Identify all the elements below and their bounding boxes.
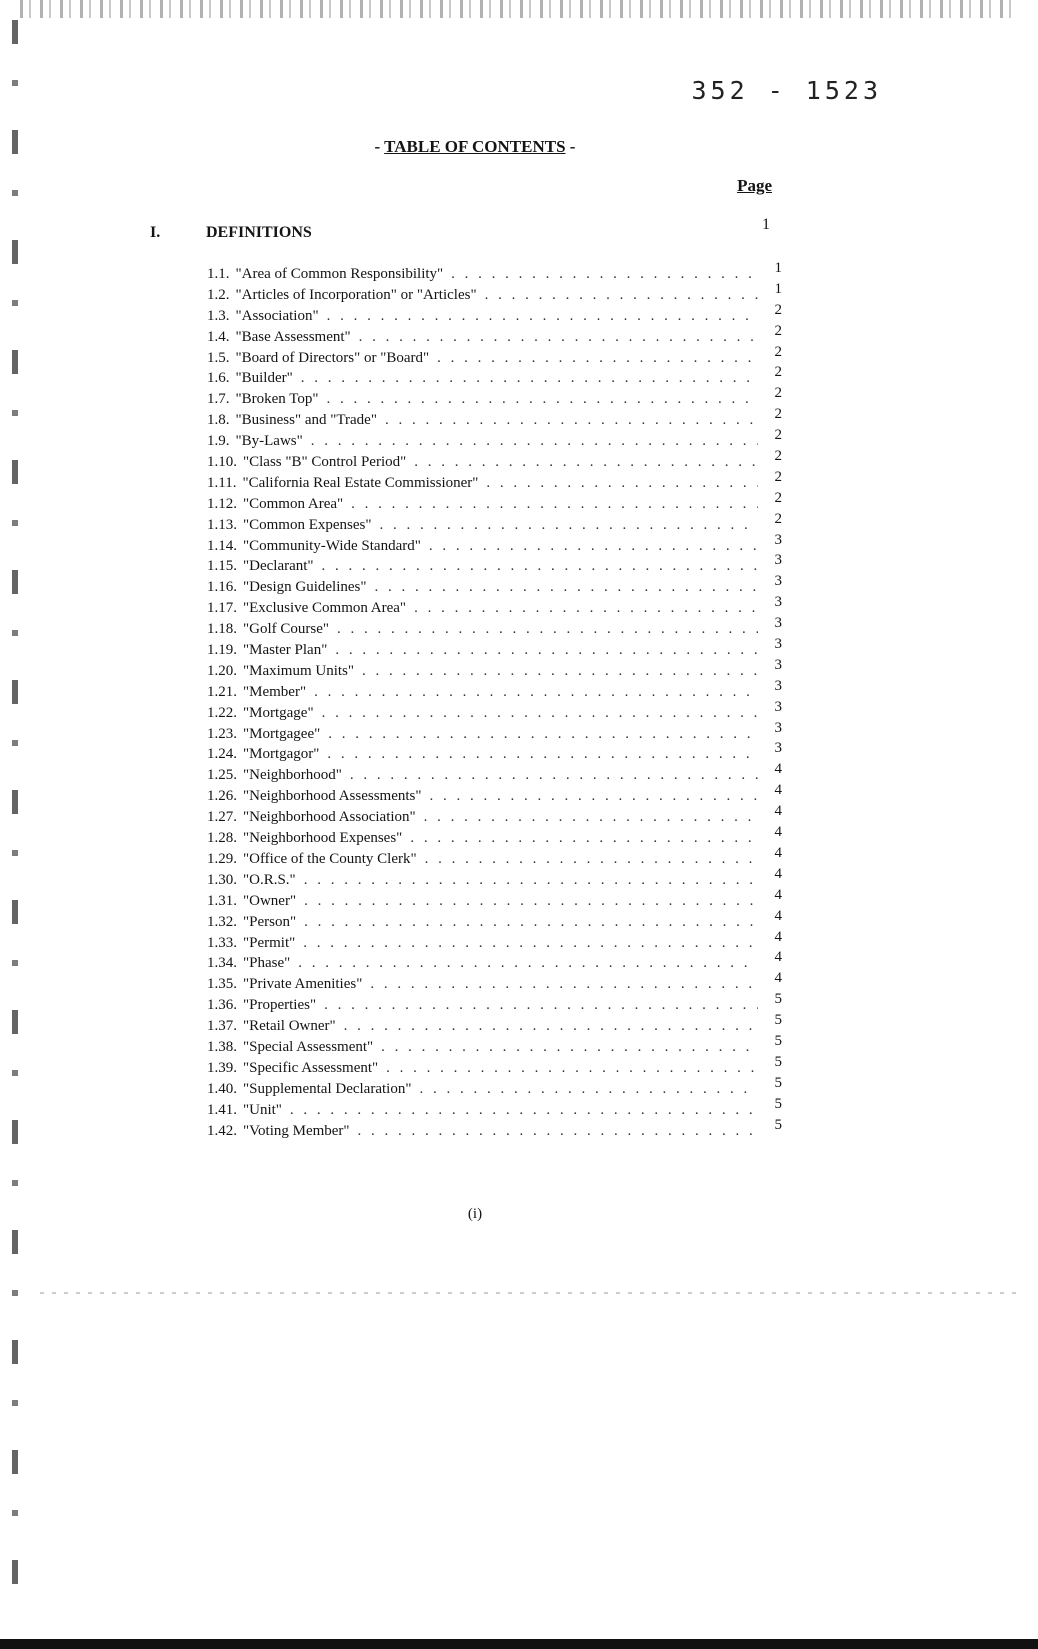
entry-label: "Association"	[235, 307, 319, 324]
entry-page-number: 2	[774, 364, 782, 381]
entry-label: "O.R.S."	[243, 871, 296, 888]
entry-number: 1.8.	[207, 412, 230, 429]
toc-entry	[207, 510, 782, 536]
entry-page-number: 3	[774, 698, 782, 715]
entry-number: 1.12.	[207, 495, 237, 512]
entry-page-number: 5	[774, 991, 782, 1008]
page-title	[0, 137, 950, 157]
entry-number: 1.21.	[207, 683, 237, 700]
toc-entry	[207, 260, 782, 285]
entry-page-number: 3	[774, 573, 782, 590]
entry-number: 1.18.	[207, 621, 237, 638]
toc-entry	[207, 489, 782, 515]
entry-label: "Mortgagee"	[243, 725, 321, 742]
entry-label: "Business" and "Trade"	[235, 412, 377, 429]
toc-entry	[207, 385, 782, 410]
entry-label: "Member"	[243, 683, 307, 700]
dot-leader	[351, 494, 758, 515]
entry-page-number: 4	[774, 844, 782, 861]
dot-leader	[311, 431, 758, 452]
entry-label: "Common Area"	[243, 495, 344, 512]
dot-leader	[350, 765, 758, 786]
entry-number: 1.33.	[207, 934, 237, 951]
entry-page-number: 4	[774, 928, 782, 945]
entry-page-number: 5	[774, 1095, 782, 1112]
dot-leader	[303, 933, 758, 954]
entry-page-number: 1	[774, 280, 782, 297]
entry-label: "Broken Top"	[235, 391, 319, 408]
toc-entry	[207, 991, 782, 1016]
toc-entry	[207, 698, 782, 724]
toc-entry	[207, 907, 782, 933]
toc-entry	[207, 531, 782, 557]
entry-label: "Maximum Units"	[243, 662, 354, 679]
entry-label: "Base Assessment"	[235, 328, 351, 345]
entry-label: "Neighborhood Assessments"	[243, 788, 422, 805]
entry-label: "Special Assessment"	[243, 1038, 374, 1055]
entry-page-number: 4	[774, 865, 782, 882]
entry-page-number: 3	[774, 552, 782, 569]
entry-number: 1.32.	[207, 913, 237, 930]
entry-label: "Design Guidelines"	[243, 579, 367, 596]
entry-number: 1.1.	[207, 266, 230, 282]
entry-number: 1.3.	[207, 307, 230, 324]
entry-label: "Common Expenses"	[243, 516, 372, 533]
entry-label: "Mortgagor"	[243, 746, 320, 763]
entry-number: 1.17.	[207, 600, 237, 617]
entry-number: 1.25.	[207, 767, 237, 784]
title-prefix: -	[374, 137, 385, 156]
entry-number: 1.20.	[207, 662, 237, 679]
scan-artifact-fold-line	[40, 1292, 1020, 1294]
dot-leader	[370, 974, 758, 995]
toc-entry	[207, 949, 782, 974]
entry-number: 1.15.	[207, 558, 237, 575]
section-page: 1	[762, 216, 770, 233]
dot-leader	[335, 640, 758, 661]
entry-number: 1.41.	[207, 1101, 237, 1118]
scan-artifact-top	[20, 0, 1020, 18]
entry-number: 1.22.	[207, 704, 237, 721]
toc-entry	[207, 865, 782, 891]
entry-number: 1.40.	[207, 1080, 237, 1097]
entry-page-number: 4	[774, 803, 782, 820]
entry-number: 1.7.	[207, 391, 230, 408]
entry-label: "By-Laws"	[235, 433, 303, 450]
entry-page-number: 3	[774, 636, 782, 653]
dot-leader	[328, 724, 758, 745]
entry-label: "Golf Course"	[243, 621, 329, 638]
toc-entry	[207, 782, 782, 807]
entry-label: "Private Amenities"	[243, 976, 363, 993]
toc-entry	[207, 427, 782, 452]
entry-label: "Class "B" Control Period"	[243, 454, 407, 471]
toc-entry	[207, 803, 782, 828]
entry-label: "Exclusive Common Area"	[243, 600, 407, 617]
entry-label: "Builder"	[235, 370, 293, 387]
toc-entry	[207, 1012, 782, 1037]
page-column-header: Page	[737, 176, 772, 195]
entry-number: 1.35.	[207, 976, 237, 993]
entry-page-number: 2	[774, 385, 782, 402]
entry-page-number: 5	[774, 1012, 782, 1029]
entry-label: "Neighborhood"	[243, 767, 342, 784]
dot-leader	[362, 661, 758, 682]
entry-label: "Area of Common Responsibility"	[235, 266, 444, 282]
entry-page-number: 2	[774, 427, 782, 444]
entry-number: 1.27.	[207, 809, 237, 826]
dot-leader	[301, 368, 758, 389]
entry-number: 1.34.	[207, 955, 237, 972]
entry-page-number: 5	[774, 1053, 782, 1070]
toc-entry	[207, 886, 782, 912]
dot-leader	[374, 577, 758, 598]
entry-label: "Articles of Incorporation" or "Articles"	[235, 286, 477, 303]
entry-number: 1.14.	[207, 537, 237, 554]
toc-entry	[207, 552, 782, 577]
entry-label: "Mortgage"	[243, 704, 314, 721]
dot-leader	[424, 807, 758, 828]
entry-page-number: 2	[774, 322, 782, 339]
dot-leader	[327, 744, 758, 765]
toc-entry	[207, 615, 782, 640]
entry-page-number: 4	[774, 970, 782, 987]
dot-leader	[410, 828, 758, 849]
entry-number: 1.2.	[207, 286, 230, 303]
dot-leader	[381, 1037, 758, 1058]
entry-number: 1.19.	[207, 642, 237, 659]
entry-number: 1.6.	[207, 370, 230, 387]
title-text: TABLE OF CONTENTS	[384, 137, 566, 156]
entry-page-number: 4	[774, 886, 782, 903]
entry-page-number: 4	[774, 824, 782, 841]
toc-entry	[207, 322, 782, 348]
entry-page-number: 5	[774, 1074, 782, 1091]
entry-page-number: 4	[774, 949, 782, 966]
entry-number: 1.24.	[207, 746, 237, 763]
dot-leader	[425, 849, 758, 870]
entry-label: "Master Plan"	[243, 642, 328, 659]
entry-label: "Board of Directors" or "Board"	[235, 349, 430, 366]
toc-entry	[207, 406, 782, 431]
toc-entry	[207, 928, 782, 954]
toc-entry	[207, 970, 782, 995]
entry-page-number: 2	[774, 468, 782, 485]
dot-leader	[385, 410, 758, 431]
entry-page-number: 3	[774, 656, 782, 673]
entry-label: "Specific Assessment"	[243, 1059, 379, 1076]
dot-leader	[324, 995, 758, 1016]
entry-label: "Community-Wide Standard"	[243, 537, 421, 554]
entry-number: 1.13.	[207, 516, 237, 533]
entry-page-number: 2	[774, 448, 782, 465]
toc-entry	[207, 761, 782, 786]
dot-leader	[298, 953, 758, 974]
entry-number: 1.37.	[207, 1018, 237, 1035]
entry-number: 1.9.	[207, 433, 230, 450]
toc-entry	[207, 636, 782, 661]
dot-leader	[414, 452, 758, 473]
entry-number: 1.31.	[207, 892, 237, 909]
scan-artifact-bottom	[0, 1633, 1038, 1649]
toc-entry	[207, 1116, 782, 1142]
toc-entry	[207, 844, 782, 870]
entry-number: 1.11.	[207, 474, 237, 491]
section-heading	[150, 216, 770, 248]
dot-leader	[322, 703, 758, 724]
dot-leader	[358, 1121, 758, 1142]
dot-leader	[304, 912, 758, 933]
entry-number: 1.23.	[207, 725, 237, 742]
toc-entry	[207, 719, 782, 745]
toc-entry	[207, 677, 782, 703]
toc-entry	[207, 573, 782, 598]
dot-leader	[344, 1016, 758, 1037]
entry-page-number: 3	[774, 677, 782, 694]
entry-page-number: 3	[774, 740, 782, 757]
entry-number: 1.4.	[207, 328, 230, 345]
entry-label: "Permit"	[243, 934, 296, 951]
entry-label: "California Real Estate Commissioner"	[242, 474, 479, 491]
entry-page-number: 2	[774, 406, 782, 423]
entry-number: 1.29.	[207, 850, 237, 867]
entry-label: "Declarant"	[243, 558, 314, 575]
entry-page-number: 2	[774, 343, 782, 360]
entry-label: "Office of the County Clerk"	[243, 850, 417, 867]
dot-leader	[322, 556, 758, 577]
toc-entry	[207, 468, 782, 494]
dot-leader	[451, 264, 758, 285]
entry-page-number: 4	[774, 782, 782, 799]
dot-leader	[327, 306, 758, 327]
entry-label: "Unit"	[243, 1101, 282, 1118]
section-number: I.	[150, 224, 161, 241]
toc-entry	[207, 1032, 782, 1058]
entry-page-number: 3	[774, 531, 782, 548]
toc-entry	[207, 656, 782, 682]
section-label: DEFINITIONS	[206, 224, 312, 241]
dot-leader	[486, 473, 758, 494]
entry-page-number: 4	[774, 761, 782, 778]
toc-entry	[207, 301, 782, 327]
entry-number: 1.36.	[207, 997, 237, 1014]
entry-number: 1.26.	[207, 788, 237, 805]
dot-leader	[414, 598, 758, 619]
entry-page-number: 1	[774, 260, 782, 276]
toc-entry	[207, 1053, 782, 1079]
entry-page-number: 2	[774, 489, 782, 506]
dot-leader	[380, 515, 759, 536]
dot-leader	[419, 1079, 758, 1100]
entry-page-number: 3	[774, 594, 782, 611]
dot-leader	[304, 891, 758, 912]
toc-entry	[207, 1095, 782, 1121]
dot-leader	[359, 327, 758, 348]
entry-page-number: 3	[774, 719, 782, 736]
entry-label: "Retail Owner"	[243, 1018, 336, 1035]
toc-entry	[207, 364, 782, 389]
entry-label: "Voting Member"	[243, 1122, 350, 1139]
dot-leader	[430, 786, 759, 807]
dot-leader	[290, 1100, 758, 1121]
toc-entry	[207, 594, 782, 619]
entry-page-number: 2	[774, 301, 782, 318]
dot-leader	[337, 619, 758, 640]
entry-label: "Owner"	[243, 892, 297, 909]
dot-leader	[314, 682, 758, 703]
toc-entry	[207, 343, 782, 369]
entry-page-number: 4	[774, 907, 782, 924]
entry-number: 1.42.	[207, 1122, 237, 1139]
dot-leader	[437, 348, 758, 369]
toc-entry	[207, 280, 782, 306]
entry-number: 1.16.	[207, 579, 237, 596]
dot-leader	[304, 870, 758, 891]
entry-number: 1.38.	[207, 1038, 237, 1055]
footer-page-number: (i)	[467, 1206, 483, 1222]
toc-entry	[207, 824, 782, 849]
toc-entry	[207, 448, 782, 473]
entry-page-number: 3	[774, 615, 782, 632]
toc-entry	[207, 1074, 782, 1100]
entry-page-number: 5	[774, 1032, 782, 1049]
title-suffix: -	[565, 137, 576, 156]
entry-label: "Neighborhood Expenses"	[243, 830, 403, 847]
entry-label: "Properties"	[243, 997, 317, 1014]
document-number: 352 - 1523	[691, 76, 882, 105]
entry-number: 1.39.	[207, 1059, 237, 1076]
entry-label: "Phase"	[243, 955, 291, 972]
dot-leader	[429, 536, 758, 557]
entry-page-number: 5	[774, 1116, 782, 1133]
entry-number: 1.30.	[207, 871, 237, 888]
dot-leader	[327, 389, 759, 410]
entry-label: "Neighborhood Association"	[243, 809, 416, 826]
dot-leader	[386, 1058, 758, 1079]
toc-entry-list	[207, 260, 782, 1141]
entry-page-number: 2	[774, 510, 782, 527]
entry-number: 1.28.	[207, 830, 237, 847]
entry-label: "Person"	[243, 913, 297, 930]
entry-number: 1.5.	[207, 349, 230, 366]
dot-leader	[485, 285, 758, 306]
scan-artifact-left-edge	[12, 20, 18, 1620]
entry-label: "Supplemental Declaration"	[243, 1080, 412, 1097]
toc-entry	[207, 740, 782, 765]
entry-number: 1.10.	[207, 454, 237, 471]
